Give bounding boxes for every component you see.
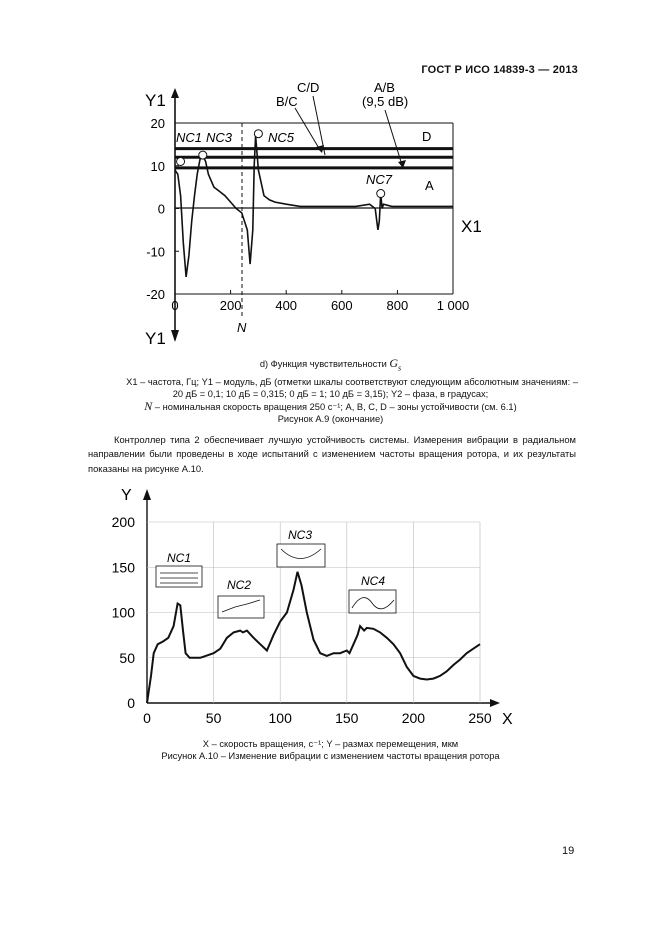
a9-x-tick-label: 0 bbox=[171, 298, 179, 313]
a10-figure-title: Рисунок А.10 – Изменение вибрации с изменением частоты вращения ротора bbox=[161, 751, 500, 761]
a9-peak-marker-NC1 bbox=[177, 157, 185, 165]
a9-label-nc1-text: NC1 bbox=[176, 130, 203, 145]
a10-x-arrow bbox=[490, 699, 500, 707]
a10-y-tick-label: 0 bbox=[127, 695, 135, 711]
a10-nc3-box bbox=[277, 544, 325, 567]
a10-x-label: X bbox=[502, 711, 513, 728]
a9-label-nc7-text: NC7 bbox=[366, 172, 393, 187]
a9-x-tick-label: 600 bbox=[330, 298, 353, 313]
a10-y-tick-label: 200 bbox=[111, 514, 135, 530]
a9-label-zone-d: D bbox=[422, 129, 432, 144]
a9-y-tick-label: 10 bbox=[150, 158, 165, 174]
a9-x-tick-label: 800 bbox=[386, 298, 409, 313]
a10-label-nc1: NC1 bbox=[167, 551, 192, 565]
a9-caption-function bbox=[0, 357, 661, 374]
a10-nc4-box bbox=[349, 590, 396, 613]
a9-peak-marker-NC7 bbox=[377, 190, 385, 198]
a9-legend-line3 bbox=[0, 400, 661, 414]
a10-y-tick-label: 100 bbox=[111, 604, 135, 621]
a9-label-ab: A/B bbox=[374, 80, 395, 95]
body-paragraph: Контроллер типа 2 обеспечивает лучшую устойчивость системы. Измерения вибрации в радиальном направлении были проведены в ходе испытаний с изменением частоты вращения ротора, и их результаты показаны на рисунке А.10. bbox=[88, 434, 576, 474]
a10-y-arrow bbox=[143, 489, 151, 500]
a9-label-nc1 bbox=[176, 130, 202, 145]
figure-a10-chart bbox=[0, 480, 661, 750]
a9-label-ab-value: (9,5 dB) bbox=[362, 94, 409, 109]
a9-label-cd: C/D bbox=[297, 80, 320, 95]
a10-x-tick-label: 200 bbox=[401, 710, 426, 726]
page-number: 19 bbox=[562, 845, 575, 857]
a9-figure-title: Рисунок А.9 (окончание) bbox=[277, 414, 384, 424]
a9-y-tick-label: -20 bbox=[146, 287, 165, 302]
a10-y-tick-label: 150 bbox=[111, 559, 135, 576]
a9-y-label-bottom: Y1 bbox=[145, 329, 166, 348]
a9-y-arrow-down bbox=[171, 330, 179, 342]
a9-label-bc: B/C bbox=[276, 94, 298, 109]
a10-x-tick-label: 250 bbox=[468, 710, 492, 726]
a9-peak-marker-NC3 bbox=[199, 151, 207, 159]
a9-legend-line3-text: – номинальная скорость вращения 250 с⁻¹; A, B, C, D – зоны устойчивости (см. 6.1) bbox=[154, 402, 517, 412]
a9-peak-marker-NC5 bbox=[254, 130, 262, 138]
a9-x-tick-label: 1 000 bbox=[436, 298, 470, 313]
a9-legend-sym-n: N bbox=[144, 399, 153, 413]
a10-nc1-box bbox=[156, 566, 202, 587]
a9-y-arrow-up bbox=[171, 88, 179, 98]
a10-x-tick-label: 150 bbox=[335, 710, 359, 726]
a10-legend: X – скорость вращения, с⁻¹; Y – размах перемещения, мкм bbox=[202, 739, 459, 749]
a10-y-label: Y bbox=[121, 487, 132, 504]
a10-y-tick-label: 50 bbox=[119, 649, 135, 666]
a10-nc2-box bbox=[218, 596, 264, 618]
a9-x-tick-label: 200 bbox=[219, 298, 242, 313]
a9-label-nc3-text: NC3 bbox=[206, 130, 233, 145]
a9-legend-line2: 20 дБ = 0,1; 10 дБ = 0,315; 0 дБ = 1; 10 дБ = 3,15); Y2 – фаза, в градусах; bbox=[172, 389, 489, 399]
a9-label-nc5-text: NC5 bbox=[268, 130, 295, 145]
a9-caption-symbol-sub: s bbox=[398, 363, 402, 373]
a9-y-tick-label: 20 bbox=[150, 116, 165, 131]
a10-label-nc2: NC2 bbox=[227, 578, 252, 592]
a10-label-nc3: NC3 bbox=[288, 528, 313, 542]
a9-label-zone-a: A bbox=[425, 178, 434, 193]
a9-caption-function-text: d) Функция чувствительности bbox=[259, 359, 387, 369]
figure-a9-chart bbox=[0, 0, 661, 360]
a9-y-tick-label: 0 bbox=[157, 201, 165, 217]
a9-x-tick-label: 400 bbox=[275, 298, 298, 313]
a9-label-nominal: N bbox=[237, 320, 247, 335]
a9-label-nc3 bbox=[206, 130, 233, 145]
a9-y-label-top: Y1 bbox=[145, 91, 166, 110]
a9-caption-symbol bbox=[389, 356, 402, 373]
a10-x-tick-label: 0 bbox=[143, 710, 151, 726]
a10-x-tick-label: 100 bbox=[268, 710, 292, 726]
a9-label-nc5 bbox=[268, 130, 295, 145]
a9-y-tick-label: -10 bbox=[146, 244, 165, 260]
standard-header: ГОСТ Р ИСО 14839-3 — 2013 bbox=[421, 64, 578, 76]
a10-x-tick-label: 50 bbox=[205, 710, 222, 726]
a9-x-label: X1 bbox=[461, 217, 482, 236]
a10-vibration-curve bbox=[147, 572, 480, 703]
a10-label-nc4: NC4 bbox=[361, 574, 386, 588]
a9-caption-symbol-g: G bbox=[389, 356, 399, 370]
a9-label-nc7 bbox=[366, 172, 393, 187]
a9-legend-line1: X1 – частота, Гц; Y1 – модуль, дБ (отметки шкалы соответствуют следующим абсолютным значениям: – bbox=[126, 377, 578, 387]
